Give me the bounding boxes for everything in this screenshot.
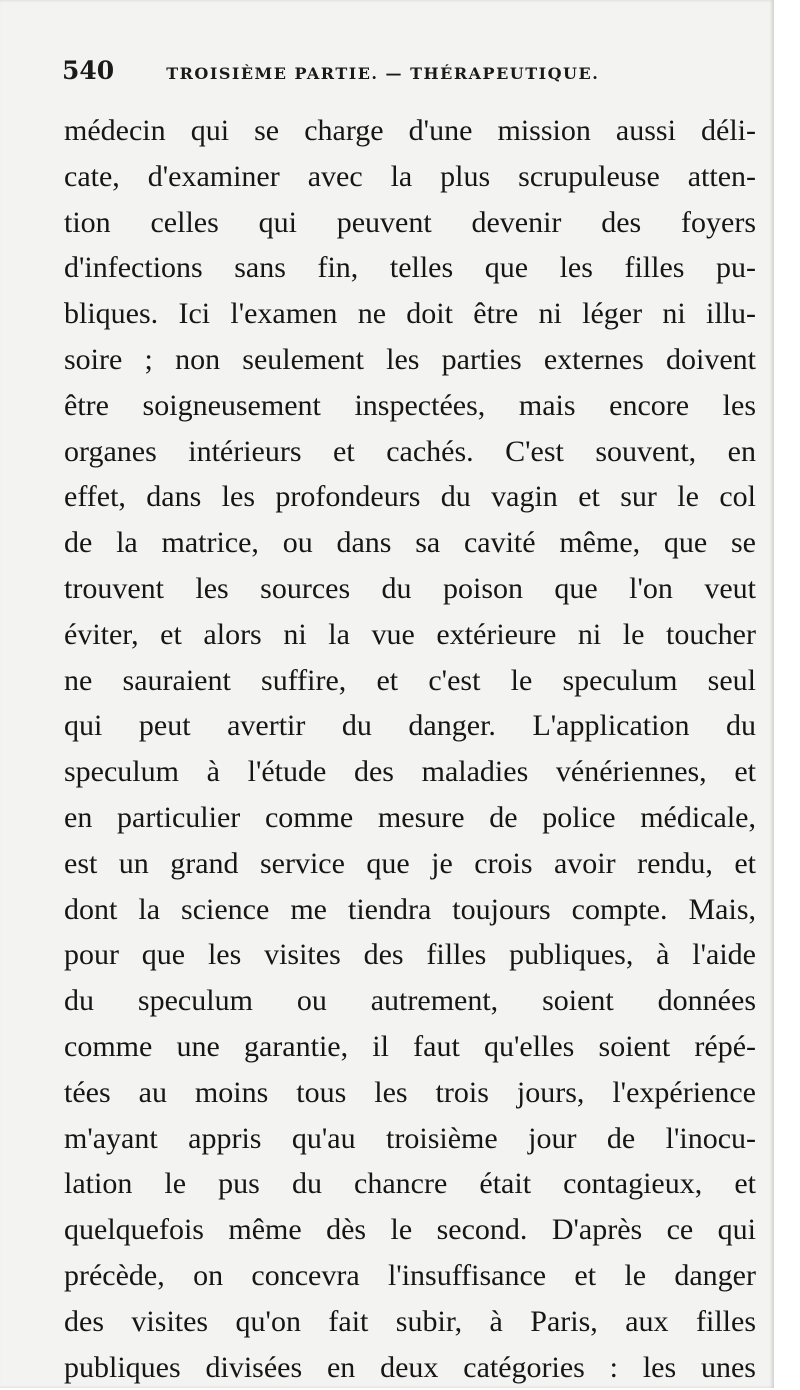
text-line: précède, on concevra l'insuffisance et le danger [64,1258,756,1292]
text-line: bliques. Ici l'examen ne doit être ni léger ni illu- [64,297,756,331]
text-line: effet, dans les profondeurs du vagin et sur le col [64,480,756,514]
text-line: des visites qu'on fait subir, à Paris, aux filles [64,1304,756,1338]
text-line: publiques divisées en deux catégories : les unes [64,1350,756,1384]
text-line: médecin qui se charge d'une mission aussi déli- [64,114,756,147]
text-line: cate, d'examiner avec la plus scrupuleuse atten- [64,159,756,193]
text-line: de la matrice, ou dans sa cavité même, que se [64,526,756,560]
text-line: speculum à l'étude des maladies vénériennes, et [64,755,756,789]
text-line: d'infections sans fin, telles que les filles pu- [64,251,756,285]
text-line: tion celles qui peuvent devenir des foyers [64,205,756,239]
text-line: en particulier comme mesure de police médicale, [64,800,756,834]
text-line: éviter, et alors ni la vue extérieure ni le toucher [64,617,756,651]
page-edge [774,0,800,1388]
page-number: 540 [62,56,115,85]
text-line: lation le pus du chancre était contagieux, et [64,1167,756,1201]
text-line: dont la science me tiendra toujours compte. Mais, [64,892,756,926]
text-line: ne sauraient suffire, et c'est le speculum seul [64,663,756,697]
text-line: du speculum ou autrement, soient données [64,984,756,1018]
text-line: qui peut avertir du danger. L'application du [64,709,756,743]
running-head [62,56,702,90]
text-line: comme une garantie, il faut qu'elles soient répé- [64,1029,756,1063]
body-text [64,108,756,1390]
text-line: être soigneusement inspectées, mais encore les [64,388,756,422]
text-line: tées au moins tous les trois jours, l'expérience [64,1075,756,1109]
text-line: soire ; non seulement les parties externes doivent [64,342,756,376]
text-line: m'ayant appris qu'au troisième jour de l'inocu- [64,1121,756,1155]
text-line: quelquefois même dès le second. D'après ce qui [64,1213,756,1247]
running-title: TROISIÈME PARTIE. — THÉRAPEUTIQUE. [166,64,600,83]
text-line: pour que les visites des filles publiques, à l'aide [64,938,756,972]
text-line: trouvent les sources du poison que l'on veut [64,571,756,605]
text-line: organes intérieurs et cachés. C'est souvent, en [64,434,756,468]
text-line: est un grand service que je crois avoir rendu, et [64,846,756,880]
